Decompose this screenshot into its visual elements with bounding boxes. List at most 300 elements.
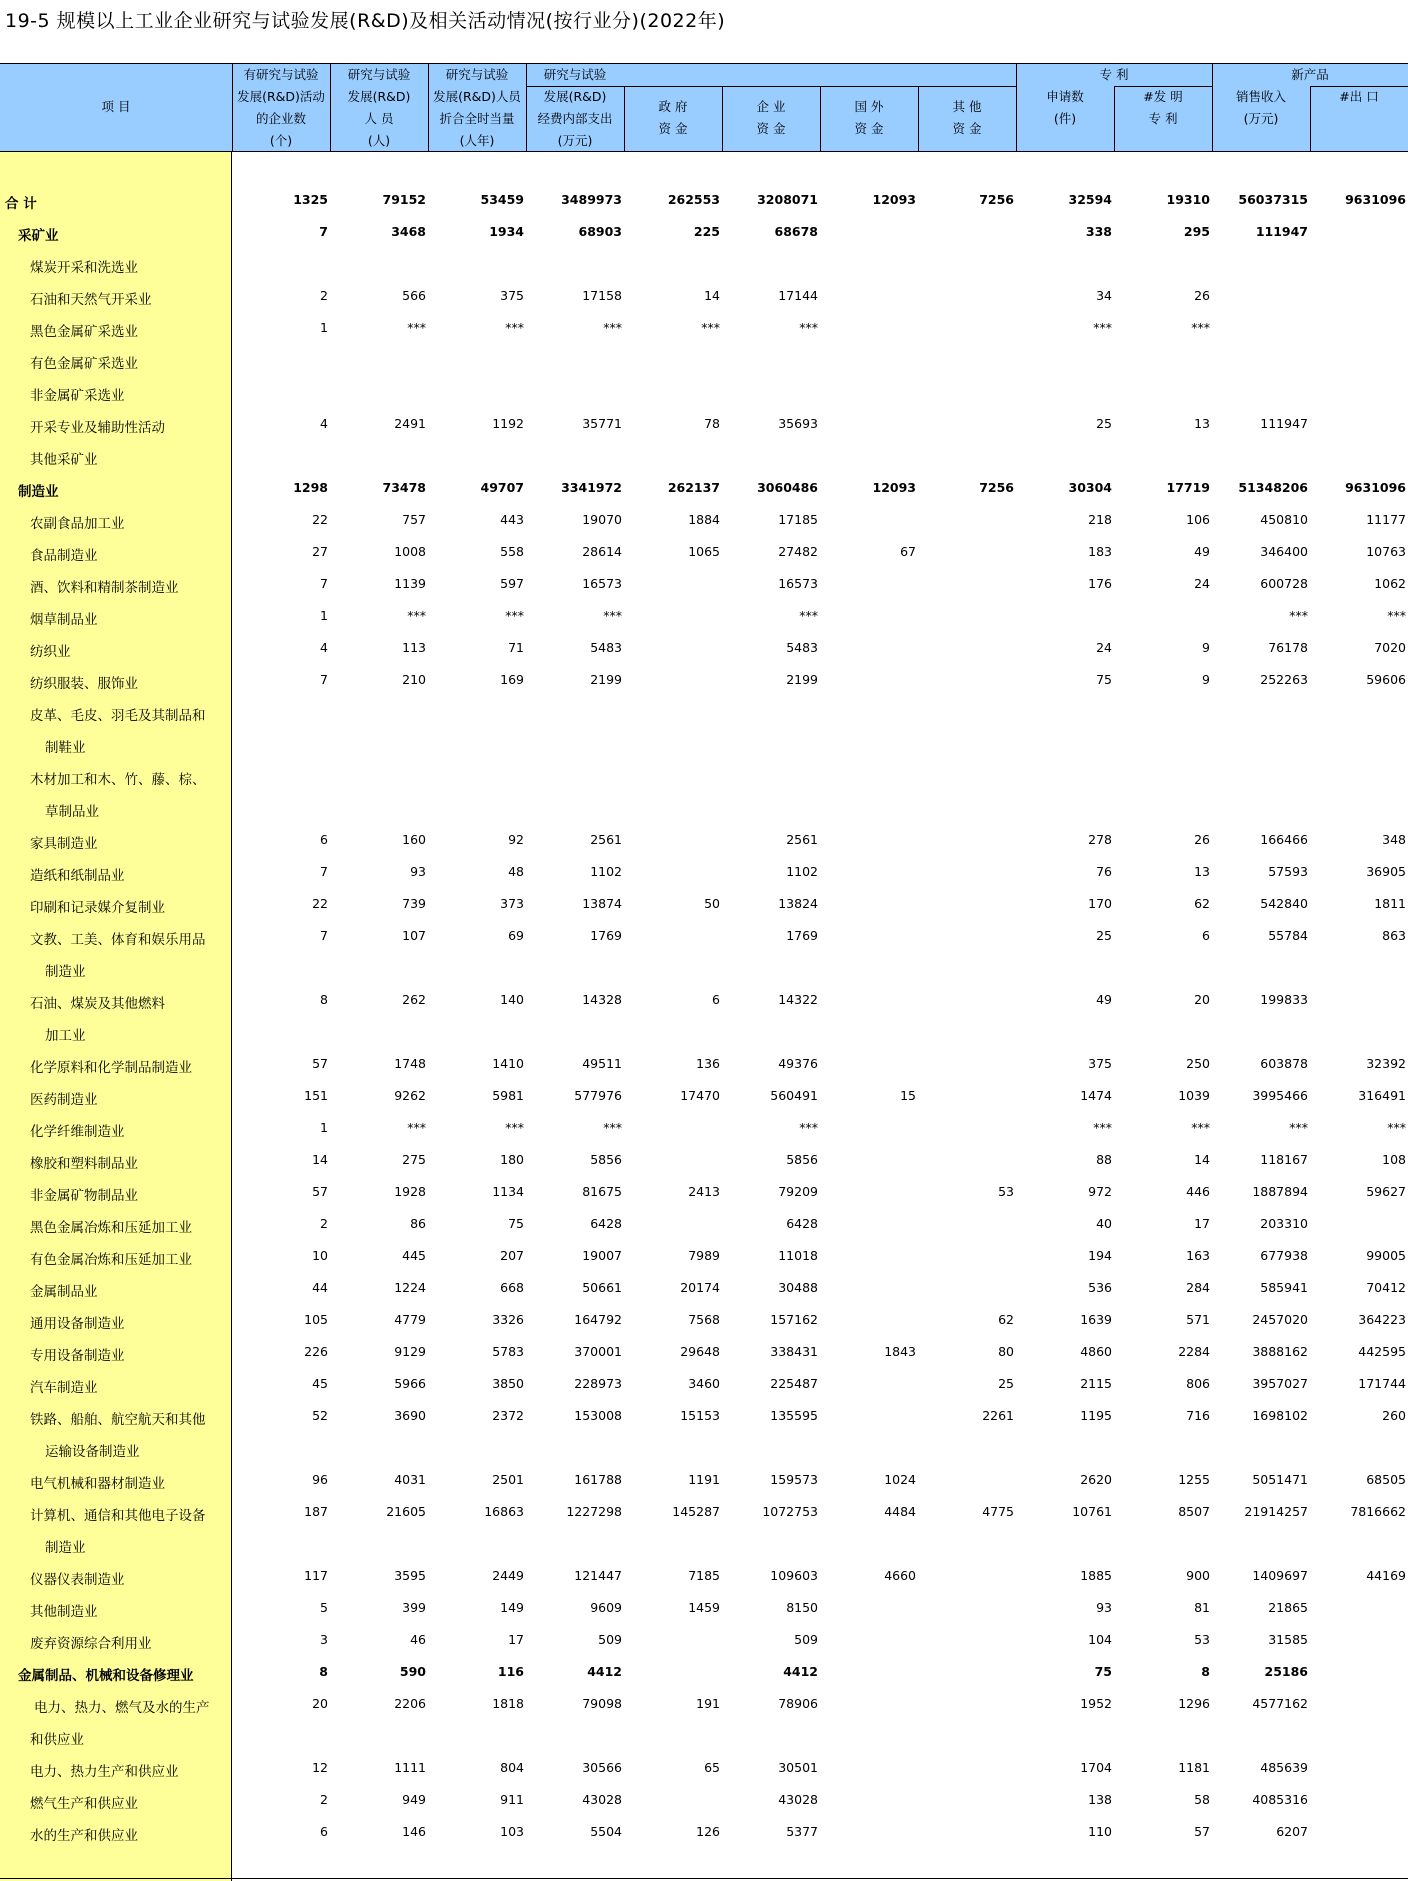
row-label: 煤炭开采和洗选业	[30, 260, 138, 276]
table-cell: 43028	[582, 1792, 622, 1807]
table-cell: 3	[320, 1632, 328, 1647]
table-cell: 93	[410, 864, 426, 879]
table-cell: 338	[1085, 224, 1112, 239]
table-cell: 81	[1194, 1600, 1210, 1615]
table-cell: 31585	[1268, 1632, 1308, 1647]
table-cell: 117	[304, 1568, 328, 1583]
table-cell: 1102	[786, 864, 818, 879]
table-cell: 1639	[1080, 1312, 1112, 1327]
table-cell: 949	[402, 1792, 426, 1807]
row-label: 黑色金属冶炼和压延加工业	[30, 1220, 192, 1236]
row-label: 皮革、毛皮、羽毛及其制品和	[30, 708, 206, 724]
table-cell: 75	[1096, 672, 1112, 687]
table-cell: 32594	[1068, 192, 1112, 207]
table-row	[0, 568, 1408, 600]
header-rd-fte-line: (人年)	[459, 133, 495, 148]
table-cell: 3468	[391, 224, 426, 239]
table-cell: 28614	[582, 544, 622, 559]
table-cell: ***	[407, 1120, 426, 1135]
row-label: 运输设备制造业	[45, 1444, 140, 1460]
row-label: 食品制造业	[30, 548, 98, 564]
table-cell: 106	[1186, 512, 1210, 527]
table-cell: 118167	[1260, 1152, 1308, 1167]
table-cell: 13874	[582, 896, 622, 911]
table-cell: 73478	[382, 480, 426, 495]
table-cell: 10761	[1072, 1504, 1112, 1519]
table-cell: 14328	[582, 992, 622, 1007]
table-cell: 17144	[778, 288, 818, 303]
row-label: 草制品业	[45, 804, 99, 820]
table-cell: 5504	[590, 1824, 622, 1839]
table-cell: 17470	[680, 1088, 720, 1103]
row-label: 印刷和记录媒介复制业	[30, 900, 165, 916]
table-cell: 445	[402, 1248, 426, 1263]
row-label: 烟草制品业	[30, 612, 98, 628]
table-cell: 9631096	[1345, 192, 1406, 207]
table-cell: 104	[1088, 1632, 1112, 1647]
table-cell: 4	[320, 416, 328, 431]
table-cell: 6	[320, 832, 328, 847]
table-cell: 9129	[394, 1344, 426, 1359]
table-cell: 4660	[884, 1568, 916, 1583]
table-cell: ***	[1191, 320, 1210, 335]
table-cell: 7256	[979, 192, 1014, 207]
table-cell: 176	[1088, 576, 1112, 591]
table-cell: 348	[1382, 832, 1406, 847]
row-label: 化学原料和化学制品制造业	[30, 1060, 192, 1076]
table-cell: 2561	[786, 832, 818, 847]
table-cell: 2261	[982, 1408, 1014, 1423]
header-item: 项 目	[101, 99, 131, 114]
table-cell: 1843	[884, 1344, 916, 1359]
table-row	[0, 632, 1408, 664]
table-row	[0, 1336, 1408, 1368]
row-label: 废弃资源综合利用业	[30, 1636, 152, 1652]
table-row	[0, 408, 1408, 440]
row-label: 其他采矿业	[30, 452, 98, 468]
header-patent-group: 专 利	[1099, 67, 1129, 82]
table-row	[0, 1016, 1408, 1048]
table-cell: 228973	[574, 1376, 622, 1391]
table-cell: 6	[320, 1824, 328, 1839]
header-rd-fte-line: 折合全时当量	[439, 111, 515, 126]
table-cell: 13824	[778, 896, 818, 911]
table-cell: 11018	[778, 1248, 818, 1263]
table-cell: 8150	[786, 1600, 818, 1615]
table-cell: 164792	[574, 1312, 622, 1327]
table-cell: 1459	[688, 1600, 720, 1615]
row-label: 燃气生产和供应业	[30, 1796, 138, 1812]
table-cell: 111947	[1255, 224, 1308, 239]
table-cell: 21914257	[1244, 1504, 1308, 1519]
header-gov-funds	[624, 96, 722, 140]
table-cell: 1062	[1374, 576, 1406, 591]
table-cell: 373	[500, 896, 524, 911]
table-cell: 57	[312, 1184, 328, 1199]
row-label: 铁路、船舶、航空航天和其他	[30, 1412, 206, 1428]
table-cell: 113	[402, 640, 426, 655]
table-cell: 57	[312, 1056, 328, 1071]
row-label: 采矿业	[18, 228, 59, 244]
table-cell: 4412	[587, 1664, 622, 1679]
table-cell: 151	[304, 1088, 328, 1103]
table-cell: 191	[696, 1696, 720, 1711]
table-cell: 13	[1194, 864, 1210, 879]
table-row	[0, 1080, 1408, 1112]
table-cell: 71	[508, 640, 524, 655]
header-rd-fte-line: 研究与试验	[445, 67, 509, 82]
table-cell: 2372	[492, 1408, 524, 1423]
table-cell: 170	[1088, 896, 1112, 911]
header-rd-expenditure-line: 研究与试验	[543, 67, 607, 82]
table-cell: ***	[505, 320, 524, 335]
table-row	[0, 888, 1408, 920]
table-row	[0, 1464, 1408, 1496]
table-cell: ***	[505, 1120, 524, 1135]
table-cell: 30501	[778, 1760, 818, 1775]
table-cell: 19310	[1166, 192, 1210, 207]
table-cell: 1191	[688, 1472, 720, 1487]
table-cell: 17158	[582, 288, 622, 303]
table-row	[0, 728, 1408, 760]
table-cell: 7	[320, 672, 328, 687]
row-label: 仪器仪表制造业	[30, 1572, 125, 1588]
table-cell: 536	[1088, 1280, 1112, 1295]
header-ent-funds	[722, 96, 820, 140]
table-cell: 59606	[1366, 672, 1406, 687]
table-cell: 49	[1194, 544, 1210, 559]
table-cell: 3326	[492, 1312, 524, 1327]
table-cell: ***	[407, 320, 426, 335]
table-cell: 76	[1096, 864, 1112, 879]
table-cell: ***	[1093, 1120, 1112, 1135]
row-label: 金属制品业	[30, 1284, 98, 1300]
table-cell: 7	[320, 864, 328, 879]
header-foreign-funds-line: 国 外	[854, 99, 884, 114]
row-label: 加工业	[45, 1028, 86, 1044]
table-cell: 92	[508, 832, 524, 847]
table-cell: ***	[1191, 1120, 1210, 1135]
table-row	[0, 600, 1408, 632]
table-cell: 295	[1183, 224, 1210, 239]
table-cell: 107	[402, 928, 426, 943]
table-cell: 375	[500, 288, 524, 303]
table-cell: 52	[312, 1408, 328, 1423]
table-cell: 1818	[492, 1696, 524, 1711]
table-row	[0, 280, 1408, 312]
table-cell: 10	[312, 1248, 328, 1263]
table-row	[0, 344, 1408, 376]
header-enterprise-count-line: 发展(R&D)活动	[237, 89, 325, 104]
table-cell: 485639	[1260, 1760, 1308, 1775]
table-cell: 1325	[293, 192, 328, 207]
table-cell: 2457020	[1252, 1312, 1308, 1327]
table-cell: 1410	[492, 1056, 524, 1071]
header-invention-patents-line: 专 利	[1148, 111, 1178, 126]
table-cell: 49	[1096, 992, 1112, 1007]
table-cell: 78	[704, 416, 720, 431]
table-cell: 103	[500, 1824, 524, 1839]
table-cell: 14322	[778, 992, 818, 1007]
table-cell: 571	[1186, 1312, 1210, 1327]
header-export	[1310, 86, 1408, 108]
table-cell: 20174	[680, 1280, 720, 1295]
table-cell: 8	[319, 1664, 328, 1679]
table-cell: 207	[500, 1248, 524, 1263]
table-cell: 121447	[574, 1568, 622, 1583]
table-cell: 262	[402, 992, 426, 1007]
table-row	[0, 1240, 1408, 1272]
header-foreign-funds	[820, 96, 918, 140]
row-label: 家具制造业	[30, 836, 98, 852]
table-row	[0, 1208, 1408, 1240]
header-rd-expenditure-line: 发展(R&D)	[543, 89, 607, 104]
table-cell: 1769	[590, 928, 622, 943]
table-cell: 558	[500, 544, 524, 559]
table-cell: 9631096	[1345, 480, 1406, 495]
table-cell: 25	[1096, 416, 1112, 431]
table-cell: 12093	[872, 480, 916, 495]
header-enterprise-count-line: 的企业数	[255, 111, 306, 126]
header-rd-expenditure	[526, 64, 624, 152]
table-cell: 53	[1194, 1632, 1210, 1647]
table-cell: 399	[402, 1600, 426, 1615]
table-cell: 5051471	[1252, 1472, 1308, 1487]
table-cell: 76178	[1268, 640, 1308, 655]
row-label: 电气机械和器材制造业	[30, 1476, 165, 1492]
table-cell: 105	[304, 1312, 328, 1327]
table-row	[0, 696, 1408, 728]
table-row	[0, 1752, 1408, 1784]
table-cell: 716	[1186, 1408, 1210, 1423]
table-row	[0, 472, 1408, 504]
header-patent-applications	[1016, 86, 1114, 130]
table-row	[0, 248, 1408, 280]
header-rd-fte	[428, 64, 526, 152]
table-cell: 3850	[492, 1376, 524, 1391]
table-cell: 1704	[1080, 1760, 1112, 1775]
table-cell: 53459	[480, 192, 524, 207]
table-cell: 9	[1202, 672, 1210, 687]
table-cell: 75	[508, 1216, 524, 1231]
table-cell: 8	[320, 992, 328, 1007]
table-cell: 58	[1194, 1792, 1210, 1807]
table-cell: 17	[1194, 1216, 1210, 1231]
table-cell: 338431	[770, 1344, 818, 1359]
table-cell: 1298	[293, 480, 328, 495]
table-cell: 12	[312, 1760, 328, 1775]
table-cell: 225	[693, 224, 720, 239]
table-cell: 284	[1186, 1280, 1210, 1295]
row-label: 木材加工和木、竹、藤、棕、	[30, 772, 206, 788]
table-cell: 210	[402, 672, 426, 687]
table-cell: 5783	[492, 1344, 524, 1359]
table-cell: 2620	[1080, 1472, 1112, 1487]
table-row	[0, 760, 1408, 792]
table-cell: 26	[1194, 288, 1210, 303]
table-cell: ***	[505, 608, 524, 623]
table-cell: 80	[998, 1344, 1014, 1359]
row-label: 橡胶和塑料制品业	[30, 1156, 138, 1172]
table-cell: 262137	[667, 480, 720, 495]
table-cell: 30488	[778, 1280, 818, 1295]
table-cell: 62	[998, 1312, 1014, 1327]
table-row	[0, 1720, 1408, 1752]
table-cell: 1227298	[566, 1504, 622, 1519]
row-label: 有色金属矿采选业	[30, 356, 138, 372]
table-cell: 14	[704, 288, 720, 303]
table-cell: 108	[1382, 1152, 1406, 1167]
table-cell: 50	[704, 896, 720, 911]
table-cell: 187	[304, 1504, 328, 1519]
table-cell: 262553	[667, 192, 720, 207]
table-cell: 46	[410, 1632, 426, 1647]
table-cell: 2413	[688, 1184, 720, 1199]
header-rd-personnel	[330, 64, 428, 152]
table-row	[0, 440, 1408, 472]
header-other-funds-line: 资 金	[952, 121, 982, 136]
table-cell: 14	[1194, 1152, 1210, 1167]
table-cell: 3341972	[561, 480, 622, 495]
table-cell: 509	[794, 1632, 818, 1647]
table-row	[0, 184, 1408, 216]
table-row	[0, 1432, 1408, 1464]
table-cell: 1102	[590, 864, 622, 879]
table-cell: 3060486	[757, 480, 818, 495]
table-cell: 56037315	[1238, 192, 1308, 207]
header-newproduct-group: 新产品	[1291, 67, 1329, 82]
table-cell: 1139	[394, 576, 426, 591]
table-cell: 566	[402, 288, 426, 303]
table-cell: 21605	[386, 1504, 426, 1519]
header-enterprise-count	[232, 64, 330, 152]
row-label: 电力、热力生产和供应业	[30, 1764, 179, 1780]
table-cell: 7816662	[1350, 1504, 1406, 1519]
table-cell: 2199	[786, 672, 818, 687]
table-cell: 163	[1186, 1248, 1210, 1263]
table-row	[0, 504, 1408, 536]
header-rd-expenditure-line: 经费内部支出	[537, 111, 613, 126]
table-cell: 6	[712, 992, 720, 1007]
table-cell: 7	[319, 224, 328, 239]
table-cell: 4779	[394, 1312, 426, 1327]
table-cell: 19070	[582, 512, 622, 527]
table-cell: 93	[1096, 1600, 1112, 1615]
table-cell: 20	[312, 1696, 328, 1711]
table-cell: 6428	[590, 1216, 622, 1231]
table-row	[0, 1048, 1408, 1080]
table-row	[0, 952, 1408, 984]
table-cell: 5966	[394, 1376, 426, 1391]
table-cell: 24	[1096, 640, 1112, 655]
table-cell: 183	[1088, 544, 1112, 559]
table-row	[0, 984, 1408, 1016]
table-cell: 863	[1382, 928, 1406, 943]
table-cell: 1748	[394, 1056, 426, 1071]
table-cell: 2	[320, 288, 328, 303]
table-cell: 364223	[1358, 1312, 1406, 1327]
table-cell: 53	[998, 1184, 1014, 1199]
table-cell: 49376	[778, 1056, 818, 1071]
table-cell: 7989	[688, 1248, 720, 1263]
table-cell: 911	[500, 1792, 524, 1807]
row-label: 化学纤维制造业	[30, 1124, 125, 1140]
row-label: 制造业	[45, 964, 86, 980]
table-cell: 135595	[770, 1408, 818, 1423]
table-row	[0, 1816, 1408, 1848]
header-rd-personnel-line: (人)	[367, 133, 391, 148]
table-cell: 5377	[786, 1824, 818, 1839]
table-cell: 203310	[1260, 1216, 1308, 1231]
table-cell: 2	[320, 1216, 328, 1231]
table-cell: 96	[312, 1472, 328, 1487]
table-cell: 1698102	[1252, 1408, 1308, 1423]
table-cell: 585941	[1260, 1280, 1308, 1295]
row-label: 制造业	[45, 1540, 86, 1556]
table-cell: 88	[1096, 1152, 1112, 1167]
table-cell: 7	[320, 928, 328, 943]
table-row	[0, 216, 1408, 248]
row-label: 医药制造业	[30, 1092, 98, 1108]
header-ent-funds-line: 资 金	[756, 121, 786, 136]
table-cell: ***	[1289, 1120, 1308, 1135]
table-cell: ***	[1093, 320, 1112, 335]
table-cell: 10763	[1366, 544, 1406, 559]
header-gov-funds-line: 政 府	[658, 99, 688, 114]
table-cell: 159573	[770, 1472, 818, 1487]
table-cell: 75	[1094, 1664, 1112, 1679]
table-cell: 2561	[590, 832, 622, 847]
header-enterprise-count-line: (个)	[269, 133, 293, 148]
table-cell: 15153	[680, 1408, 720, 1423]
table-row	[0, 1656, 1408, 1688]
table-cell: ***	[1387, 1120, 1406, 1135]
table-row	[0, 376, 1408, 408]
table-row	[0, 824, 1408, 856]
table-row	[0, 1176, 1408, 1208]
table-cell: 3460	[688, 1376, 720, 1391]
row-label: 金属制品、机械和设备修理业	[18, 1668, 194, 1684]
table-cell: 4860	[1080, 1344, 1112, 1359]
table-cell: 16863	[484, 1504, 524, 1519]
table-cell: 600728	[1260, 576, 1308, 591]
table-cell: 542840	[1260, 896, 1308, 911]
table-cell: 1934	[489, 224, 524, 239]
table-cell: 27482	[778, 544, 818, 559]
header-other-funds-line: 其 他	[952, 99, 982, 114]
table-cell: 50661	[582, 1280, 622, 1295]
table-cell: 40	[1096, 1216, 1112, 1231]
table-cell: 49511	[582, 1056, 622, 1071]
table-row	[0, 792, 1408, 824]
table-cell: 370001	[574, 1344, 622, 1359]
table-cell: 79152	[382, 192, 426, 207]
table-cell: 375	[1088, 1056, 1112, 1071]
table-cell: 34	[1096, 288, 1112, 303]
table-row	[0, 1496, 1408, 1528]
table-cell: 13	[1194, 416, 1210, 431]
table-cell: 739	[402, 896, 426, 911]
table-cell: 79098	[582, 1696, 622, 1711]
header-invention-patents-line: #发 明	[1143, 89, 1183, 104]
table-cell: 1008	[394, 544, 426, 559]
table-cell: 16573	[582, 576, 622, 591]
table-cell: 509	[598, 1632, 622, 1647]
table-cell: 443	[500, 512, 524, 527]
row-label: 非金属矿采选业	[30, 388, 125, 404]
table-cell: 560491	[770, 1088, 818, 1103]
table-cell: 35771	[582, 416, 622, 431]
